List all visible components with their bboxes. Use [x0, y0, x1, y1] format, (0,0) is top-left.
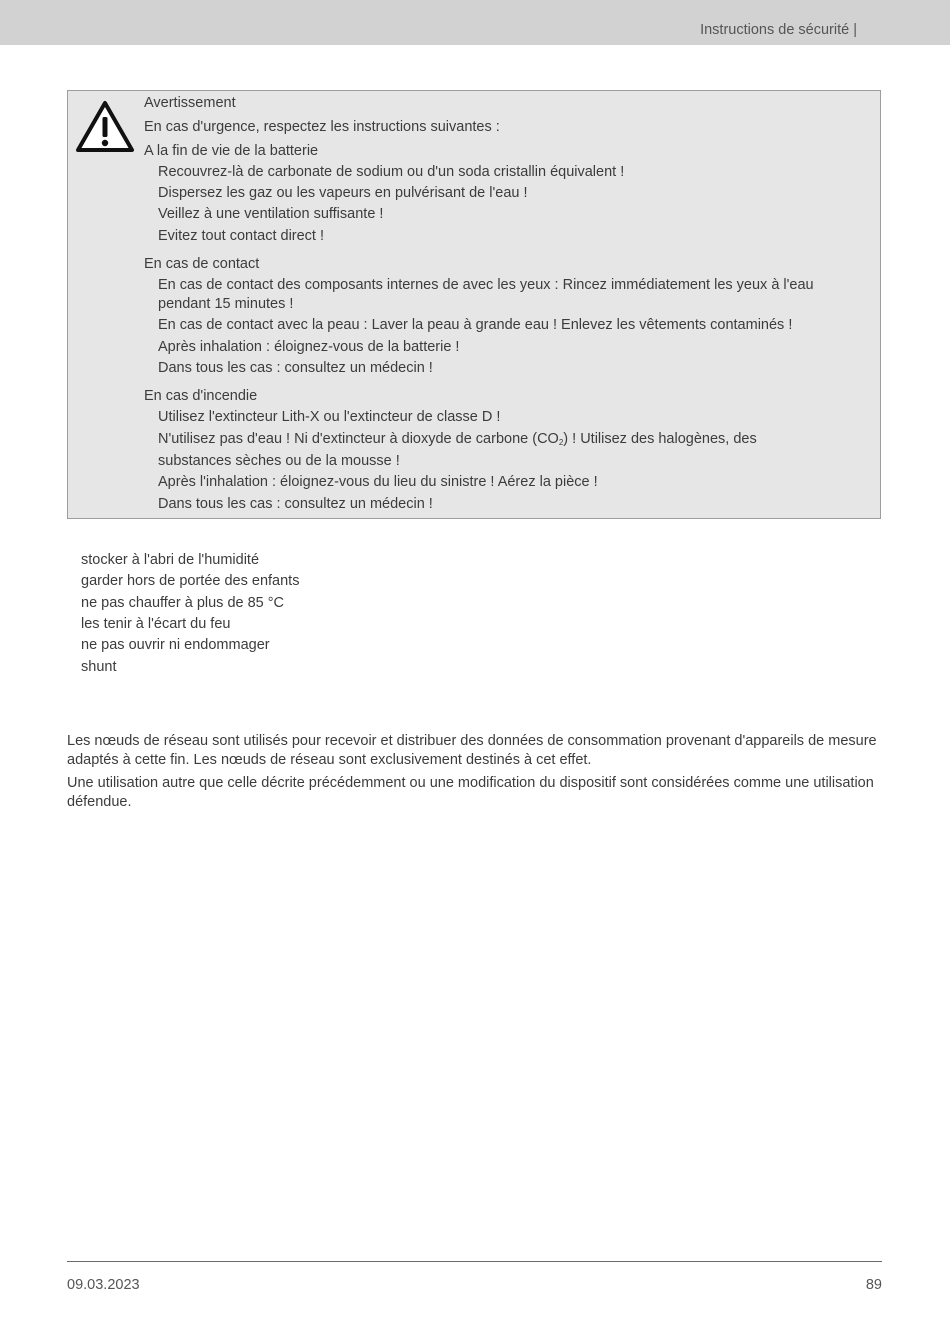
usage-paragraph: Une utilisation autre que celle décrite précédemment ou une modification du dispositif sont considérées comme une utilisation défendue.: [67, 775, 874, 810]
contact-heading: En cas de contact: [144, 256, 260, 272]
warning-intro: En cas d'urgence, respectez les instructions suivantes :: [144, 119, 500, 135]
page-number: 89: [865, 1277, 882, 1293]
list-item: Après l'inhalation : éloignez-vous du lieu du sinistre ! Aérez la pièce !: [158, 474, 598, 490]
footer-divider: [67, 1261, 882, 1262]
list-item: Evitez tout contact direct !: [158, 228, 325, 244]
list-item: Dispersez les gaz ou les vapeurs en pulvérisant de l'eau !: [158, 185, 528, 201]
storage-item: les tenir à l'écart du feu: [81, 616, 231, 632]
battery-end-heading: A la fin de vie de la batterie: [144, 143, 319, 159]
fire-item2-text: N'utilisez pas d'eau ! Ni d'extincteur à dioxyde de carbone (CO: [158, 431, 559, 447]
list-item: Après inhalation : éloignez-vous de la batterie !: [158, 339, 460, 355]
header-bar: [0, 0, 950, 45]
storage-item: stocker à l'abri de l'humidité: [81, 552, 260, 568]
warning-title: Avertissement: [144, 95, 236, 111]
storage-item: garder hors de portée des enfants: [81, 573, 300, 589]
list-item: substances sèches ou de la mousse !: [158, 453, 400, 469]
list-item: Utilisez l'extincteur Lith-X ou l'extincteur de classe D !: [158, 409, 501, 425]
list-item: Dans tous les cas : consultez un médecin !: [158, 496, 433, 512]
list-item: Veillez à une ventilation suffisante !: [158, 206, 384, 222]
storage-item: ne pas ouvrir ni endommager: [81, 637, 270, 653]
list-item: En cas de contact avec la peau : Laver la peau à grande eau ! Enlevez les vêtements contaminés !: [158, 317, 793, 333]
fire-item2-text-end: ) ! Utilisez des halogènes, des: [563, 431, 757, 447]
storage-item: shunt: [81, 659, 117, 675]
list-item: [158, 430, 757, 449]
warning-triangle-icon: [74, 99, 136, 155]
header-title: Instructions de sécurité |: [700, 22, 857, 38]
footer-date: 09.03.2023: [67, 1277, 140, 1293]
list-item: Recouvrez-là de carbonate de sodium ou d'un soda cristallin équivalent !: [158, 164, 625, 180]
storage-item: ne pas chauffer à plus de 85 °C: [81, 595, 285, 611]
list-item: Dans tous les cas : consultez un médecin !: [158, 360, 433, 376]
usage-paragraph: Les nœuds de réseau sont utilisés pour recevoir et distribuer des données de consommation provenant d'appareils de mesure adaptés à cette fin. Les nœuds de réseau sont exclusivement destinés à cet effet.: [67, 733, 877, 768]
warning-box: [67, 90, 881, 519]
list-item: En cas de contact des composants internes de avec les yeux : Rincez immédiatement les yeux à l'eau pendant 15 minutes !: [158, 277, 814, 312]
fire-heading: En cas d'incendie: [144, 388, 258, 404]
co2-subscript: 2: [558, 438, 564, 447]
